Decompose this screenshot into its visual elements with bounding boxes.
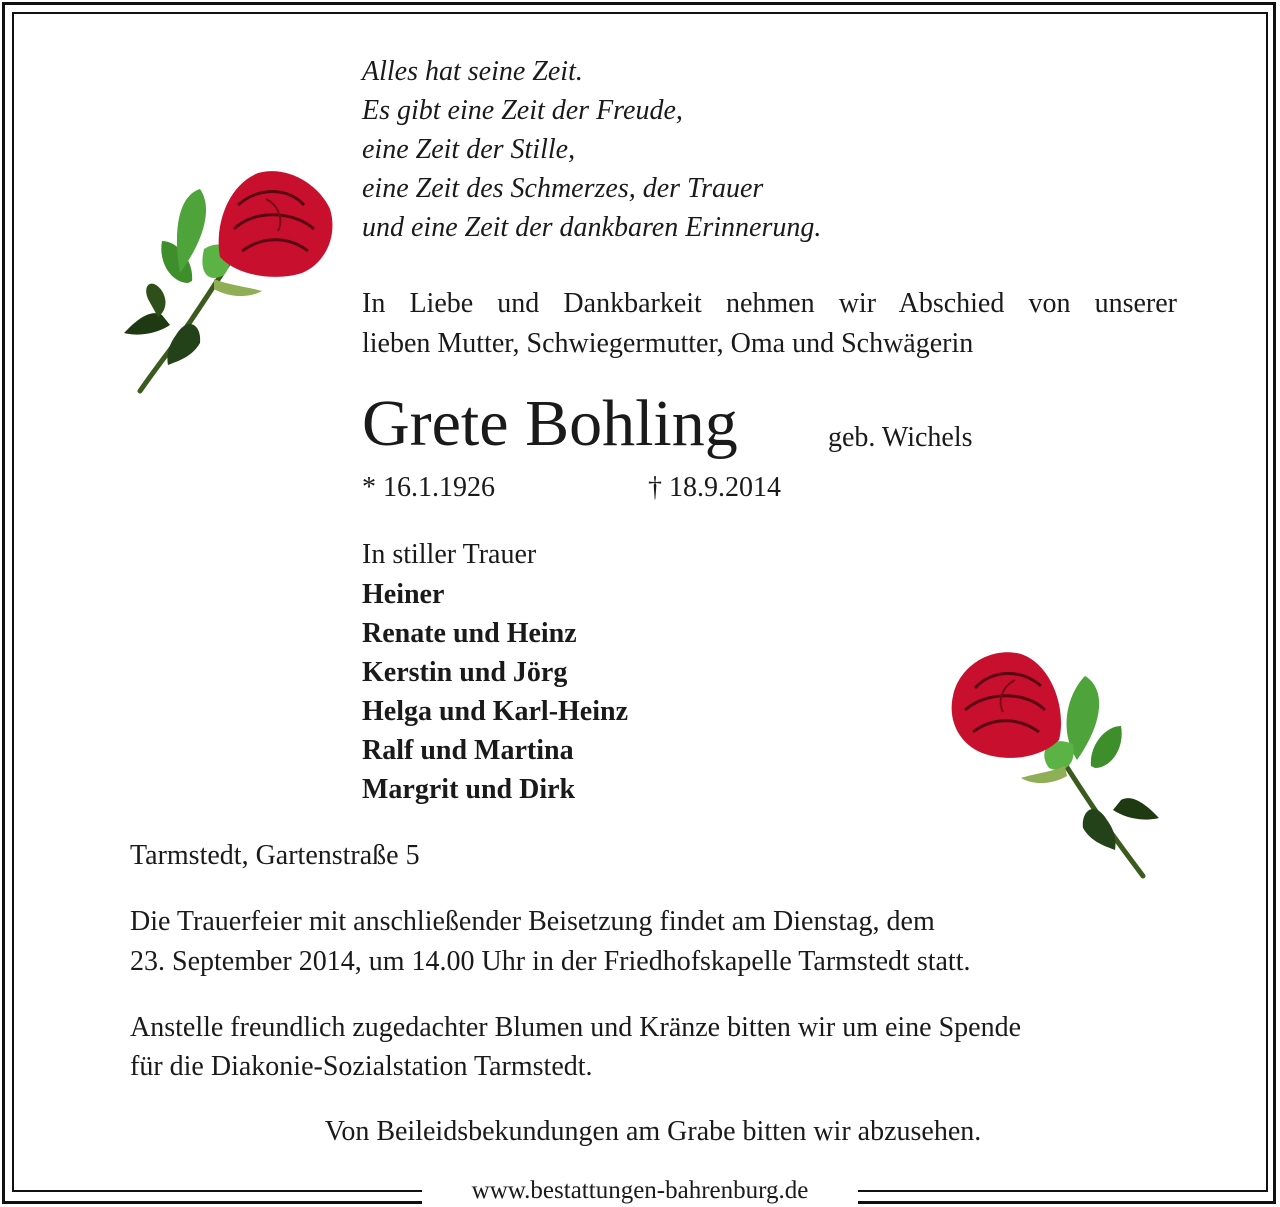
- mourner: Helga und Karl-Heinz: [362, 696, 628, 727]
- service-line: Die Trauerfeier mit anschließender Beisetzung findet am Dienstag, dem: [130, 906, 935, 937]
- poem-line: Alles hat seine Zeit.: [362, 56, 583, 87]
- mourning-label: In stiller Trauer: [362, 539, 537, 570]
- website-link[interactable]: www.bestattungen-bahrenburg.de: [471, 1177, 809, 1204]
- intro-line: lieben Mutter, Schwiegermutter, Oma und Schwägerin: [362, 328, 974, 359]
- mourners-list: [362, 575, 628, 809]
- death-date: † 18.9.2014: [648, 472, 781, 503]
- poem-line: eine Zeit des Schmerzes, der Trauer: [362, 173, 764, 204]
- service-line: 23. September 2014, um 14.00 Uhr in der Friedhofskapelle Tarmstedt statt.: [130, 946, 971, 977]
- mourner: Heiner: [362, 579, 445, 610]
- condolence-note: Von Beileidsbekundungen am Grabe bitten wir abzusehen.: [324, 1116, 982, 1147]
- poem-line: eine Zeit der Stille,: [362, 134, 576, 165]
- maiden-name: geb. Wichels: [828, 422, 973, 453]
- donation-info: [130, 1008, 1021, 1086]
- poem-line: und eine Zeit der dankbaren Erinnerung.: [362, 212, 822, 243]
- poem: [362, 52, 821, 247]
- service-info: [130, 902, 970, 982]
- donation-line: für die Diakonie-Sozialstation Tarmstedt.: [130, 1051, 593, 1082]
- address: Tarmstedt, Gartenstraße 5: [130, 840, 420, 871]
- rose-icon: [945, 648, 1165, 883]
- intro-line: In Liebe und Dankbarkeit nehmen wir Abschied von unserer: [362, 288, 1177, 319]
- deceased-name: Grete Bohling: [362, 387, 738, 460]
- rose-icon: [118, 165, 338, 400]
- mourner: Margrit und Dirk: [362, 774, 576, 805]
- mourner: Renate und Heinz: [362, 618, 577, 649]
- poem-line: Es gibt eine Zeit der Freude,: [362, 95, 683, 126]
- mourner: Kerstin und Jörg: [362, 657, 568, 688]
- mourner: Ralf und Martina: [362, 735, 574, 766]
- birth-date: * 16.1.1926: [362, 472, 495, 503]
- donation-line: Anstelle freundlich zugedachter Blumen und Kränze bitten wir um eine Spende: [130, 1012, 1022, 1043]
- intro-text: [362, 284, 1177, 364]
